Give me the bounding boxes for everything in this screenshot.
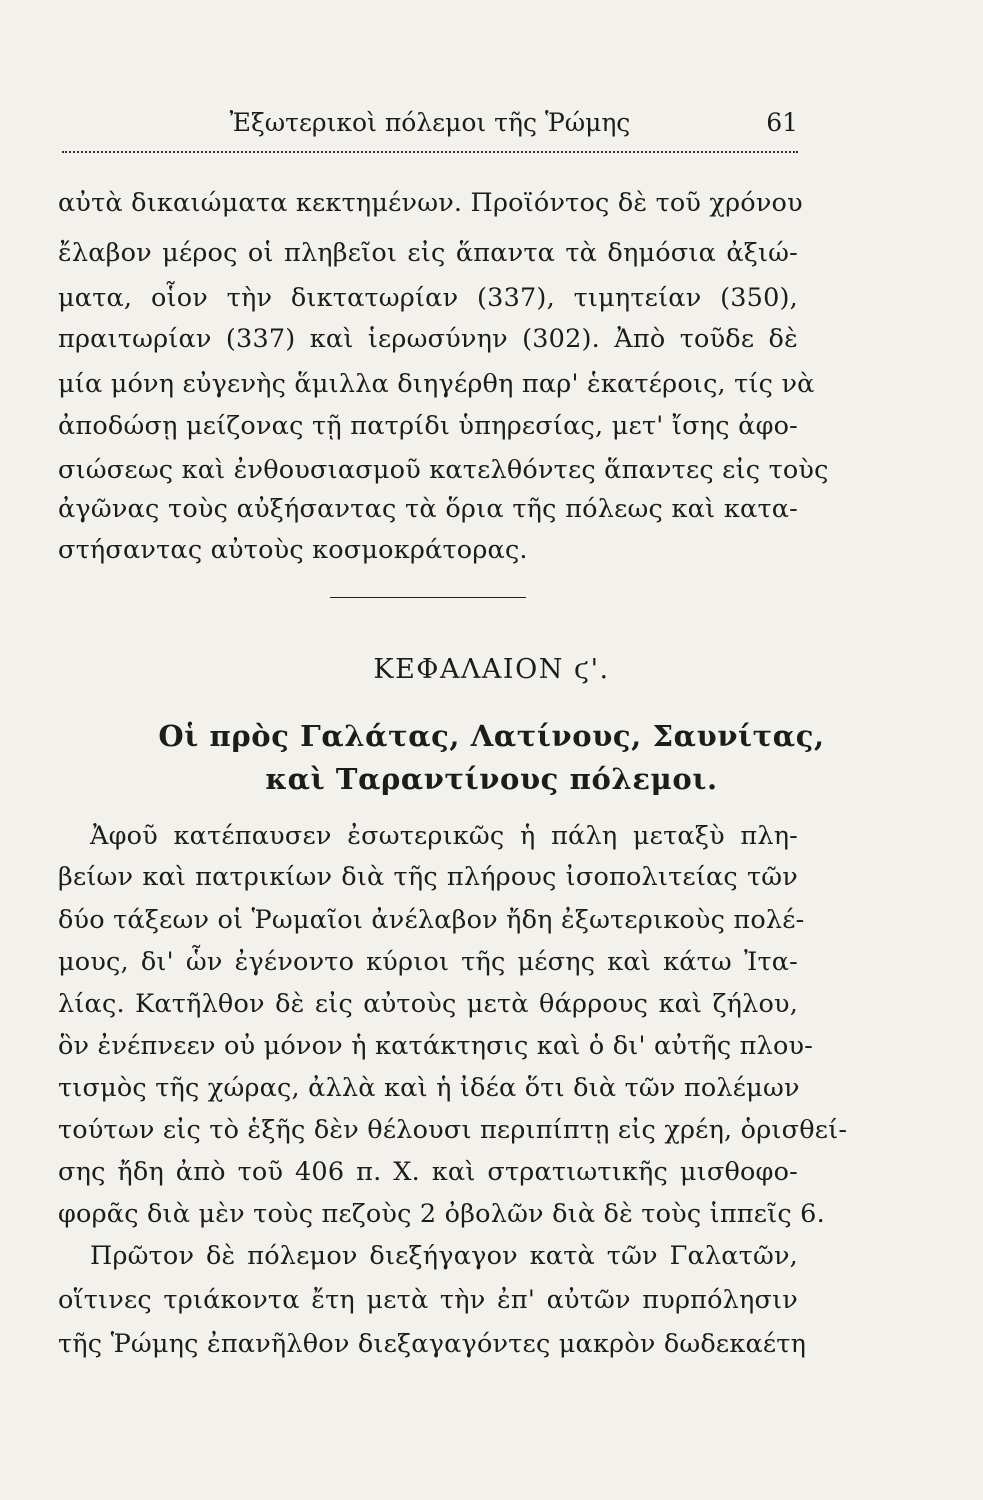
text-line: ἔλαβον μέρος οἱ πληβεῖοι εἰς ἅπαντα τὰ δημόσια ἀξιώ- [58, 238, 798, 268]
text-line: οἵτινες τριάκοντα ἔτη μετὰ τὴν ἐπ' αὐτῶν πυρπόλησιν [58, 1285, 798, 1315]
text-line: τισμὸς τῆς χώρας, ἀλλὰ καὶ ἡ ἰδέα ὅτι διὰ τῶν πολέμων [58, 1073, 800, 1103]
text-line: σιώσεως καὶ ἐνθουσιασμοῦ κατελθόντες ἅπαντες εἰς τοὺς [58, 455, 829, 485]
text-line: τούτων εἰς τὸ ἑξῆς δὲν θέλουσι περιπίπτῃ εἰς χρέη, ὁρισθεί- [58, 1115, 848, 1145]
header-dotted-rule [62, 151, 798, 153]
text-line: ματα, οἷον τὴν δικτατωρίαν (337), τιμητείαν (350), [58, 283, 798, 313]
text-line: αὐτὰ δικαιώματα κεκτημένων. Προϊόντος δὲ τοῦ χρόνου [58, 188, 803, 218]
text-line: σης ἤδη ἀπὸ τοῦ 406 π. Χ. καὶ στρατιωτικῆς μισθοφο- [58, 1157, 798, 1187]
text-line: ἀγῶνας τοὺς αὐξήσαντας τὰ ὅρια τῆς πόλεως καὶ κατα- [58, 494, 798, 524]
chapter-title-line-1: Οἱ πρὸς Γαλάτας, Λατίνους, Σαυνίτας, [158, 719, 825, 753]
chapter-title-line-2: καὶ Ταραντίνους πόλεμοι. [265, 762, 718, 796]
text-line: φορᾶς διὰ μὲν τοὺς πεζοὺς 2 ὀβολῶν διὰ δὲ τοὺς ἱππεῖς 6. [58, 1199, 825, 1229]
text-line: ἀποδώσῃ μείζονας τῇ πατρίδι ὑπηρεσίας, μετ' ἴσης ἀφο- [58, 411, 798, 441]
text-line: μους, δι' ὧν ἐγένοντο κύριοι τῆς μέσης καὶ κάτω Ἰτα- [58, 947, 798, 977]
text-line: δύο τάξεων οἱ Ῥωμαῖοι ἀνέλαβον ἤδη ἐξωτερικοὺς πολέ- [58, 905, 805, 935]
chapter-label: ΚΕΦΑΛΑΙΟΝ ϛ'. [373, 654, 610, 685]
text-line: Πρῶτον δὲ πόλεμον διεξήγαγον κατὰ τῶν Γαλατῶν, [90, 1241, 798, 1271]
text-line: μία μόνη εὐγενὴς ἅμιλλα διηγέρθη παρ' ἑκατέροις, τίς νὰ [58, 369, 815, 399]
running-head: Ἐξωτερικοὶ πόλεμοι τῆς Ῥώμης [229, 108, 631, 137]
page-number: 61 [766, 108, 798, 137]
section-divider [330, 597, 526, 598]
text-line: ὃν ἐνέπνεεν οὐ μόνον ἡ κατάκτησις καὶ ὁ δι' αὐτῆς πλου- [58, 1031, 814, 1061]
text-line: Ἀφοῦ κατέπαυσεν ἐσωτερικῶς ἡ πάλη μεταξὺ πλη- [90, 821, 798, 851]
text-line: πραιτωρίαν (337) καὶ ἱερωσύνην (302). Ἀπὸ τοῦδε δὲ [58, 324, 798, 354]
text-line: τῆς Ῥώμης ἐπανῆλθον διεξαγαγόντες μακρὸν δωδεκαέτη [58, 1329, 807, 1359]
text-line: λίας. Κατῆλθον δὲ εἰς αὐτοὺς μετὰ θάρρους καὶ ζήλου, [58, 989, 798, 1019]
text-line: στήσαντας αὐτοὺς κοσμοκράτορας. [58, 535, 528, 565]
text-line: βείων καὶ πατρικίων διὰ τῆς πλήρους ἰσοπολιτείας τῶν [58, 862, 798, 892]
